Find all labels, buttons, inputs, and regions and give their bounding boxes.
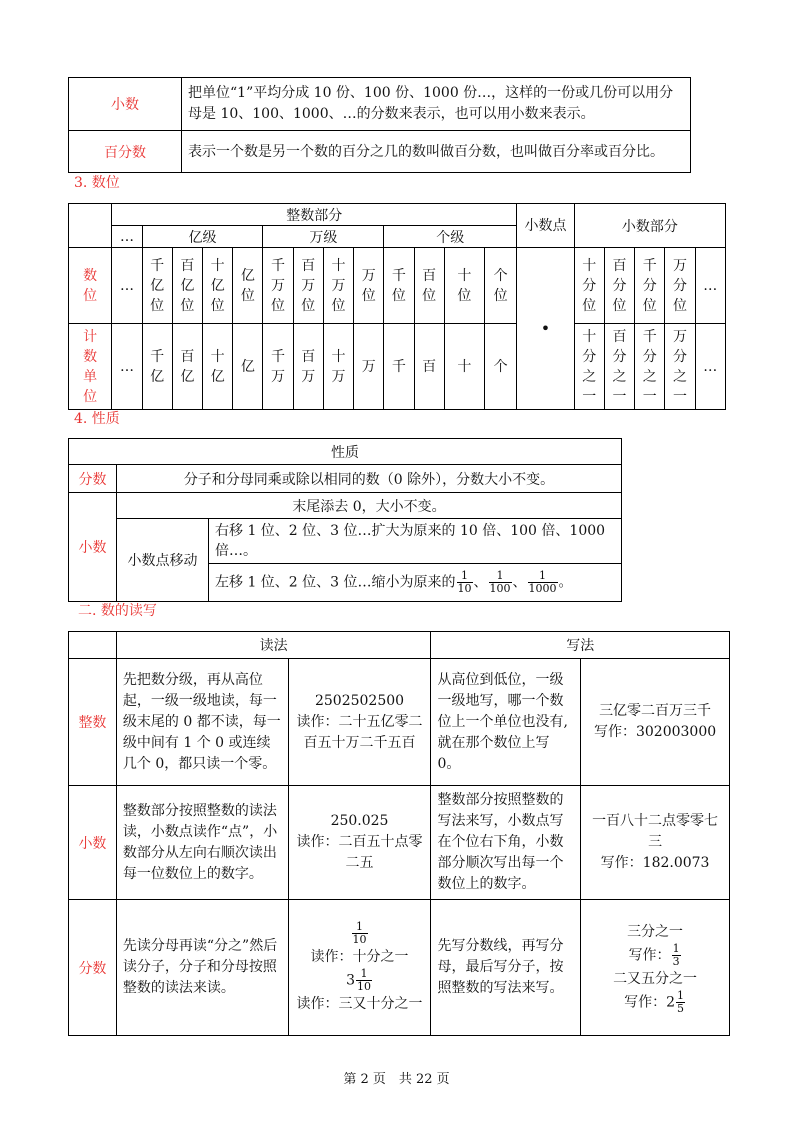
decimal-write-rule: 整数部分按照整数的写法来写，小数点写在个位右下角，小数部分顺次写出每一个数位上的数字。: [431, 786, 581, 900]
count-unit: 千万: [263, 324, 293, 410]
decimal-read-number: 250.025: [330, 813, 389, 829]
place-name: 万位: [354, 248, 384, 324]
place-name: 千亿位: [142, 248, 172, 324]
ellipsis: …: [112, 248, 142, 324]
mixed-read-text: 读作：三又十分之一: [296, 995, 423, 1012]
integer-read-rule: 先把数分级，再从高位起，一级一级地读，每一级末尾的 0 都不读，每一级中间有 1 个 0 或连续几个 0，都只读一个零。: [116, 659, 288, 786]
fraction-write-example: [581, 900, 730, 1036]
left-shift-property: 左移 1 位、2 位、3 位…缩小为原来的 $\frac{1}{10}$ 、 $\frac{1}{100}$ 、 $\frac{1}{1000}$ 。: [209, 564, 622, 602]
fraction-read-rule: 先读分母再读“分之”然后读分子，分子和分母按照整数的读法来读。: [116, 900, 288, 1036]
decimal-count-unit: 百分之一: [604, 324, 634, 410]
term-percent: 百分数: [69, 131, 182, 173]
fraction: $\frac{1}{10}$: [352, 919, 367, 946]
right-shift-property: 右移 1 位、2 位、3 位…扩大为原来的 10 倍、100 倍、1000 倍…。: [209, 519, 622, 564]
move-label: 小数点移动: [117, 519, 209, 602]
wan-level: 万级: [263, 226, 384, 248]
decimal-point-header: 小数点: [517, 204, 574, 248]
count-unit: 百亿: [172, 324, 202, 410]
place-value-table: [68, 203, 726, 410]
integer-write-example: [581, 659, 730, 786]
term-decimal: 小数: [69, 78, 182, 131]
integer-read-text: 读作：二十五亿零二百五十万二千五百: [296, 713, 423, 751]
mixed-write-result: 写作：2 $\frac{1}{5}$: [624, 988, 685, 1015]
count-unit: 千: [384, 324, 414, 410]
fraction: $\frac{1}{100}$: [489, 569, 511, 595]
place-name: 百位: [414, 248, 444, 324]
count-unit: 百: [414, 324, 444, 410]
properties-header: 性质: [69, 439, 622, 465]
read-header: 读法: [116, 632, 431, 659]
ellipsis: …: [112, 226, 142, 248]
decimal-point-mark: •: [517, 248, 574, 410]
count-unit: 十: [444, 324, 484, 410]
definition-table: [68, 77, 691, 173]
section-heading-place: 3. 数位: [74, 175, 120, 191]
place-name: 十位: [444, 248, 484, 324]
place-name: 百万位: [293, 248, 323, 324]
place-name: 亿位: [233, 248, 263, 324]
row-label-fraction: 分数: [69, 900, 117, 1036]
count-unit: 万: [354, 324, 384, 410]
write-header: 写法: [431, 632, 730, 659]
count-unit: 个: [485, 324, 517, 410]
row-label-unit: 计数单位: [69, 324, 112, 410]
fraction: $\frac{1}{10}$: [457, 569, 472, 595]
decimal-write-text: 一百八十二点零零七三: [592, 813, 719, 850]
ge-level: 个级: [384, 226, 517, 248]
decimal-place-name: 万分位: [665, 248, 695, 324]
ellipsis: …: [695, 248, 725, 324]
decimal-count-unit: 万分之一: [665, 324, 695, 410]
integer-write-text: 三亿零二百万三千: [599, 703, 712, 719]
decimal-read-example: [288, 786, 431, 900]
integer-write-number: 写作：302003000: [593, 724, 717, 740]
decimal-place-name: 十分位: [574, 248, 604, 324]
fraction: $\frac{1}{10}$: [356, 966, 371, 993]
mixed-write-text: 二又五分之一: [613, 970, 698, 987]
place-name: 十亿位: [202, 248, 232, 324]
decimal-count-unit: 十分之一: [574, 324, 604, 410]
count-unit: 十万: [323, 324, 353, 410]
row-label-decimal: 小数: [69, 493, 117, 602]
decimal-write-example: [581, 786, 730, 900]
decimal-read-text: 读作：二百五十点零二五: [296, 834, 423, 871]
fraction: $\frac{1}{1000}$: [528, 569, 557, 595]
row-label-fraction: 分数: [69, 465, 117, 493]
left-shift-text: 左移 1 位、2 位、3 位…缩小为原来的: [215, 574, 456, 591]
fraction-read-example: [288, 900, 431, 1036]
integer-write-rule: 从高位到低位，一级一级地写，哪一个数位上一个单位也没有,就在那个数位上写 0。: [431, 659, 581, 786]
fraction-read-text: 读作：十分之一: [310, 948, 409, 965]
count-unit: 亿: [233, 324, 263, 410]
count-unit: 千亿: [142, 324, 172, 410]
page-footer: 第 2 页 共 22 页: [343, 1072, 450, 1087]
row-label-place: 数位: [69, 248, 112, 324]
fraction-write-result: 写作： $\frac{1}{3}$: [628, 941, 680, 968]
place-name: 千万位: [263, 248, 293, 324]
place-name: 十万位: [323, 248, 353, 324]
count-unit: 百万: [293, 324, 323, 410]
read-write-table: [68, 631, 730, 1036]
row-label-decimal: 小数: [69, 786, 117, 900]
ellipsis: …: [695, 324, 725, 410]
mixed-number: 3 $\frac{1}{10}$: [346, 966, 371, 993]
definition-decimal: 把单位“1”平均分成 10 份、100 份、1000 份…，这样的一份或几份可以用分母是 10、100、1000、…的分数来表示，也可以用小数来表示。: [182, 78, 691, 131]
fraction-write-rule: 先写分数线，再写分母，最后写分子，按照整数的写法来写。: [431, 900, 581, 1036]
count-unit: 十亿: [202, 324, 232, 410]
place-name: 千位: [384, 248, 414, 324]
row-label-integer: 整数: [69, 659, 117, 786]
decimal-read-rule: 整数部分按照整数的读法读，小数点读作“点”，小数部分从左向右顺次读出每一位数位上的数字。: [116, 786, 288, 900]
fraction: $\frac{1}{3}$: [672, 941, 680, 968]
fraction-property: 分子和分母同乘或除以相同的数（0 除外），分数大小不变。: [117, 465, 622, 493]
section-heading-read-write: 二. 数的读写: [78, 603, 157, 619]
decimal-place-name: 千分位: [635, 248, 665, 324]
yi-level: 亿级: [142, 226, 263, 248]
properties-table: [68, 438, 622, 602]
place-name: 个位: [485, 248, 517, 324]
section-heading-properties: 4. 性质: [74, 411, 120, 427]
integer-part-header: 整数部分: [112, 204, 517, 226]
fraction: $\frac{1}{5}$: [677, 988, 685, 1015]
decimal-write-number: 写作：182.0073: [600, 855, 710, 871]
decimal-part-header: 小数部分: [574, 204, 725, 248]
decimal-zero-property: 末尾添去 0，大小不变。: [117, 493, 622, 519]
decimal-place-name: 百分位: [604, 248, 634, 324]
fraction-write-text: 三分之一: [627, 923, 684, 940]
definition-percent: 表示一个数是另一个数的百分之几的数叫做百分数，也叫做百分率或百分比。: [182, 131, 691, 173]
integer-read-example: [288, 659, 431, 786]
integer-read-number: 2502502500: [314, 692, 405, 709]
decimal-count-unit: 千分之一: [635, 324, 665, 410]
place-name: 百亿位: [172, 248, 202, 324]
ellipsis: …: [112, 324, 142, 410]
